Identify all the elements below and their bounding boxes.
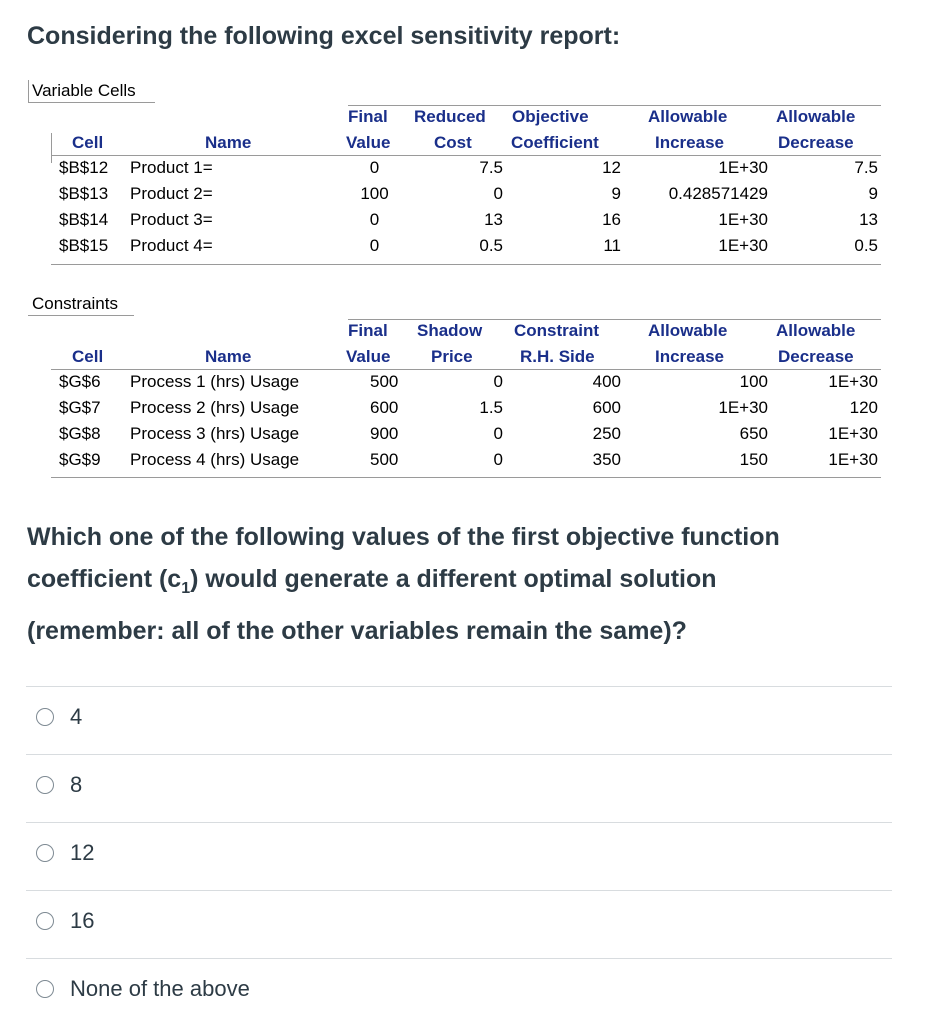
allowable-decrease: 9 <box>868 184 878 203</box>
shadow-price: 0 <box>493 424 503 443</box>
question-line-2-start: coefficient (c <box>27 565 182 593</box>
option-divider <box>26 822 892 823</box>
allowable-decrease: 1E+30 <box>828 424 878 443</box>
allowable-increase: 150 <box>739 450 768 469</box>
header-name: Name <box>205 133 252 152</box>
cell-ref: $B$12 <box>59 158 109 177</box>
allowable-increase: 0.428571429 <box>668 184 768 203</box>
header-cell: Cell <box>72 347 104 366</box>
objective-coefficient: 11 <box>603 236 621 255</box>
option-divider <box>26 686 892 687</box>
section-underline <box>28 102 155 103</box>
table-left-border <box>51 133 52 163</box>
header-shadow-1: Shadow <box>417 321 483 340</box>
allowable-decrease: 1E+30 <box>828 372 878 391</box>
answer-option[interactable] <box>36 836 94 870</box>
header-name: Name <box>205 347 252 366</box>
header-reduced-1: Reduced <box>414 107 486 126</box>
shadow-price: 0 <box>493 450 503 469</box>
cell-ref: $G$6 <box>59 372 101 391</box>
reduced-cost: 7.5 <box>479 158 503 177</box>
allowable-increase: 650 <box>739 424 768 443</box>
final-value: 0 <box>369 158 380 177</box>
radio-button[interactable] <box>36 844 54 862</box>
header-rhs-2: R.H. Side <box>520 347 595 366</box>
reduced-cost: 0 <box>493 184 503 203</box>
header-reduced-2: Cost <box>434 133 472 152</box>
header-decrease-2: Decrease <box>778 133 854 152</box>
final-value: 500 <box>370 450 399 469</box>
header-bottom-rule <box>51 155 881 156</box>
variable-cells-label: Variable Cells <box>32 81 136 100</box>
header-increase-2: Increase <box>655 347 724 366</box>
header-cell: Cell <box>72 133 104 152</box>
cell-name: Product 4= <box>130 236 213 255</box>
reduced-cost: 13 <box>484 210 503 229</box>
option-divider <box>26 890 892 891</box>
cell-ref: $G$9 <box>59 450 101 469</box>
allowable-increase: 1E+30 <box>718 210 768 229</box>
question-line-3: (remember: all of the other variables remain the same)? <box>27 617 687 645</box>
answer-option[interactable] <box>36 904 94 938</box>
cell-name: Product 1= <box>130 158 213 177</box>
constraint-rhs: 600 <box>592 398 621 417</box>
allowable-decrease: 0.5 <box>854 236 878 255</box>
header-increase-2: Increase <box>655 133 724 152</box>
section-divider <box>28 80 29 102</box>
question-heading: Considering the following excel sensitivity report: <box>27 22 621 50</box>
allowable-decrease: 13 <box>859 210 878 229</box>
answer-option[interactable] <box>36 768 82 802</box>
final-value: 900 <box>370 424 399 443</box>
subscript: 1 <box>181 580 191 597</box>
allowable-increase: 100 <box>739 372 768 391</box>
header-top-rule <box>348 105 881 106</box>
header-top-rule <box>348 319 881 320</box>
header-objective-1: Objective <box>512 107 589 126</box>
constraint-name: Process 3 (hrs) Usage <box>130 424 300 443</box>
allowable-decrease: 7.5 <box>854 158 878 177</box>
answer-option[interactable] <box>36 700 82 734</box>
cell-ref: $B$14 <box>59 210 109 229</box>
question-line-1: Which one of the following values of the first objective function <box>27 523 780 551</box>
constraints-label: Constraints <box>32 294 118 313</box>
answer-option-label: None of the above <box>70 976 250 1001</box>
question-line-2-end: ) would generate a different optimal solution <box>190 565 717 593</box>
objective-coefficient: 16 <box>602 210 621 229</box>
final-value: 500 <box>370 372 399 391</box>
objective-coefficient: 9 <box>611 184 621 203</box>
constraint-rhs: 400 <box>592 372 621 391</box>
header-final-2: Value <box>346 347 391 366</box>
answer-option-label: 4 <box>70 704 83 729</box>
allowable-decrease: 1E+30 <box>828 450 878 469</box>
table-bottom-rule <box>51 477 881 478</box>
constraint-rhs: 350 <box>592 450 621 469</box>
reduced-cost: 0.5 <box>479 236 503 255</box>
radio-button[interactable] <box>36 980 54 998</box>
header-shadow-2: Price <box>431 347 473 366</box>
question-text <box>27 516 887 652</box>
radio-button[interactable] <box>36 912 54 930</box>
allowable-increase: 1E+30 <box>718 236 768 255</box>
header-decrease-1: Allowable <box>776 321 856 340</box>
constraint-name: Process 1 (hrs) Usage <box>130 372 300 391</box>
cell-name: Product 2= <box>130 184 213 203</box>
header-objective-2: Coefficient <box>511 133 599 152</box>
radio-button[interactable] <box>36 776 54 794</box>
constraint-name: Process 4 (hrs) Usage <box>130 450 300 469</box>
cell-name: Product 3= <box>130 210 213 229</box>
allowable-increase: 1E+30 <box>718 398 768 417</box>
answer-option-label: 16 <box>70 908 95 933</box>
final-value: 100 <box>360 184 389 203</box>
objective-coefficient: 12 <box>602 158 621 177</box>
final-value: 0 <box>369 236 380 255</box>
answer-option-label: 12 <box>70 840 95 865</box>
answer-option-label: 8 <box>70 772 83 797</box>
answer-option[interactable] <box>36 972 250 1006</box>
shadow-price: 0 <box>493 372 503 391</box>
sensitivity-report <box>28 75 880 475</box>
header-increase-1: Allowable <box>648 107 728 126</box>
final-value: 0 <box>369 210 380 229</box>
option-divider <box>26 754 892 755</box>
header-decrease-2: Decrease <box>778 347 854 366</box>
cell-ref: $B$13 <box>59 184 109 203</box>
table-bottom-rule <box>51 264 881 265</box>
header-rhs-1: Constraint <box>514 321 599 340</box>
header-decrease-1: Allowable <box>776 107 856 126</box>
header-final-2: Value <box>346 133 391 152</box>
header-final-1: Final <box>348 321 388 340</box>
question-line-2 <box>27 558 887 610</box>
cell-ref: $B$15 <box>59 236 109 255</box>
section-underline <box>28 315 134 316</box>
final-value: 600 <box>370 398 399 417</box>
constraint-rhs: 250 <box>592 424 621 443</box>
allowable-increase: 1E+30 <box>718 158 768 177</box>
cell-ref: $G$8 <box>59 424 101 443</box>
option-divider <box>26 958 892 959</box>
shadow-price: 1.5 <box>479 398 503 417</box>
allowable-decrease: 120 <box>849 398 878 417</box>
header-increase-1: Allowable <box>648 321 728 340</box>
header-bottom-rule <box>51 369 881 370</box>
cell-ref: $G$7 <box>59 398 101 417</box>
constraint-name: Process 2 (hrs) Usage <box>130 398 300 417</box>
header-final-1: Final <box>348 107 388 126</box>
radio-button[interactable] <box>36 708 54 726</box>
